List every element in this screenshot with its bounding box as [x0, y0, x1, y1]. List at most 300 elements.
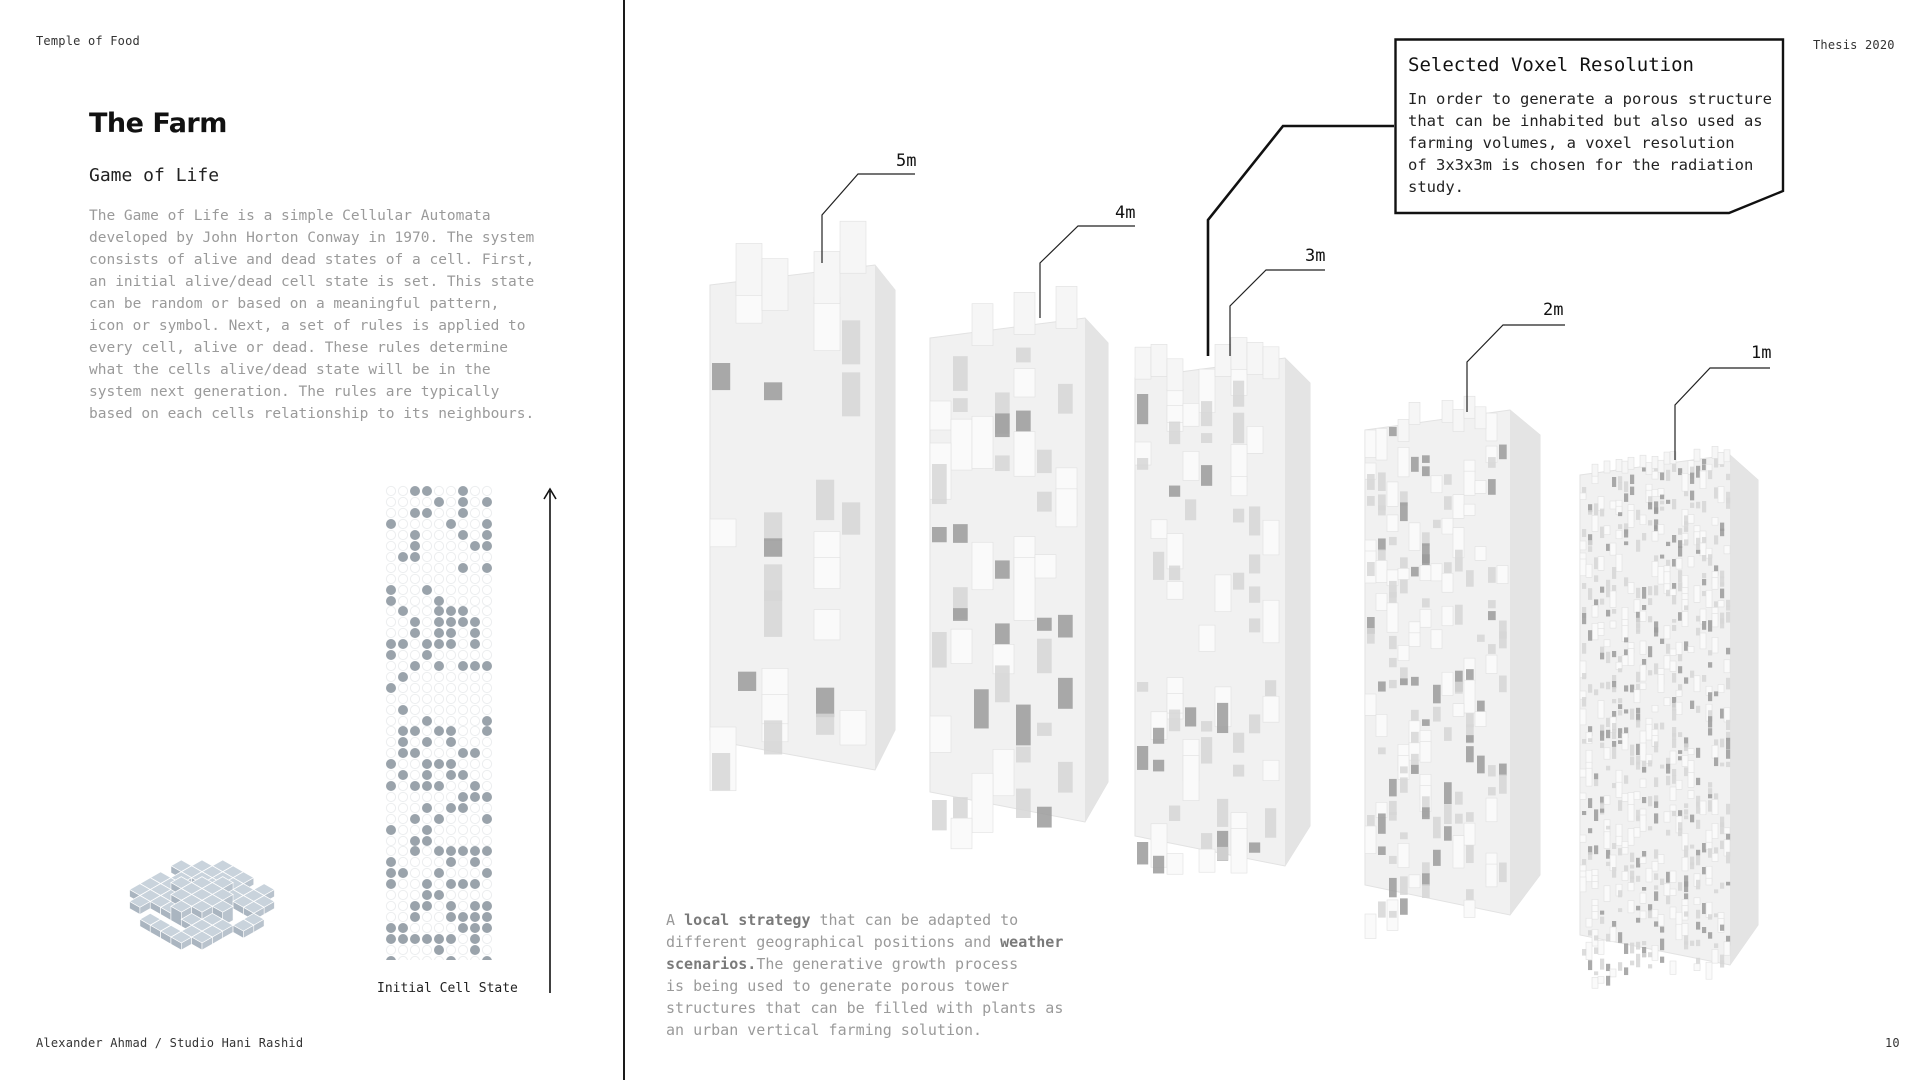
paragraph-line: developed by John Horton Conway in 1970. The system [89, 230, 535, 246]
cell [386, 552, 395, 561]
cell [398, 606, 408, 616]
cell [482, 552, 491, 561]
cell [446, 639, 456, 649]
cell [422, 683, 431, 692]
cell [434, 519, 443, 528]
cell-state-grids [385, 485, 505, 960]
cell [422, 596, 431, 605]
cell [410, 846, 420, 856]
cell [470, 563, 479, 572]
cell [482, 574, 491, 583]
cell [482, 945, 491, 954]
cell [482, 879, 491, 888]
cell [386, 650, 396, 660]
strategy-line: is being used to generate porous tower [666, 977, 1010, 995]
cell [470, 934, 480, 944]
cell [458, 486, 468, 496]
cell [482, 530, 492, 540]
cell [434, 716, 443, 725]
cell [458, 956, 467, 960]
cell [470, 596, 479, 605]
cell [482, 672, 491, 681]
resolution-label-4m: 4m [1115, 203, 1136, 223]
resolution-label-5m: 5m [896, 151, 917, 171]
paragraph-line: every cell, alive or dead. These rules determine [89, 340, 509, 356]
cell [398, 596, 407, 605]
cell [446, 617, 456, 627]
callout-body [1408, 88, 1778, 198]
cell [470, 672, 479, 681]
cell [482, 683, 491, 692]
cell [482, 825, 491, 834]
cell [458, 683, 467, 692]
cell [482, 912, 492, 922]
page-number: 10 [1885, 1036, 1900, 1050]
cell [410, 661, 420, 671]
cell [458, 508, 468, 518]
cell [482, 759, 491, 768]
cell [422, 617, 431, 626]
cell [434, 737, 443, 746]
cell [386, 705, 395, 714]
cell [470, 726, 479, 735]
cell [446, 552, 455, 561]
cell [434, 781, 444, 791]
cell [410, 508, 420, 518]
cell-grid-4 [386, 846, 492, 960]
strategy-line: different geographical positions and weather [666, 933, 1064, 951]
selected-resolution-callout [1394, 38, 1784, 214]
callout-line: of 3x3x3m is chosen for the radiation [1408, 156, 1754, 174]
cell [482, 585, 491, 594]
cell [446, 748, 455, 757]
cell [470, 508, 479, 517]
cell [482, 846, 492, 856]
tower-3m [1135, 338, 1310, 875]
cell [434, 541, 443, 550]
cell [482, 541, 492, 551]
cell [470, 606, 479, 615]
callout-leader-line [1208, 126, 1394, 356]
cell [398, 650, 407, 659]
cell [458, 705, 467, 714]
cell [410, 945, 419, 954]
cell [446, 519, 456, 529]
cell [434, 574, 443, 583]
cell [458, 825, 467, 834]
cell [446, 486, 455, 495]
cell [422, 857, 431, 866]
cell [386, 508, 395, 517]
cell [458, 497, 468, 507]
cell [434, 530, 443, 539]
cell [446, 705, 455, 714]
cell [446, 825, 455, 834]
cell [410, 956, 419, 960]
cell [410, 803, 419, 812]
cell [410, 890, 419, 899]
cell [458, 661, 468, 671]
cell [470, 901, 480, 911]
cell [446, 901, 456, 911]
callout-line: study. [1408, 178, 1464, 196]
cell [434, 890, 444, 900]
cell [446, 912, 456, 922]
cell [398, 639, 408, 649]
cell [470, 737, 479, 746]
cell [434, 836, 443, 845]
cell [434, 606, 444, 616]
cell [386, 497, 395, 506]
cell [422, 748, 431, 757]
cell [398, 486, 407, 495]
cell [410, 628, 420, 638]
cell [422, 563, 431, 572]
cell [422, 672, 431, 681]
cell [386, 814, 395, 823]
cell [386, 639, 396, 649]
cell [470, 694, 479, 703]
paragraph-line: consists of alive and dead states of a cell. First, [89, 252, 535, 268]
cell [446, 934, 456, 944]
cell [398, 759, 407, 768]
cell [398, 836, 407, 845]
cell [422, 628, 431, 637]
cell [434, 868, 444, 878]
paragraph-line: an initial alive/dead cell state is set. This state [89, 274, 535, 290]
cell [422, 716, 432, 726]
cell [386, 934, 396, 944]
voxel-cluster-illustration [95, 835, 310, 960]
cell [446, 672, 455, 681]
cell [398, 628, 407, 637]
cell [386, 781, 396, 791]
thesis-label: Thesis 2020 [1813, 38, 1895, 52]
cell [482, 770, 491, 779]
cell [458, 563, 468, 573]
cell [482, 497, 492, 507]
cell [386, 923, 396, 933]
cell [410, 519, 419, 528]
cell [410, 825, 419, 834]
cell [422, 770, 432, 780]
strategy-line: structures that can be filled with plants as [666, 999, 1064, 1017]
cell [386, 585, 396, 595]
cell [446, 606, 456, 616]
cell [482, 661, 492, 671]
cell [410, 901, 420, 911]
cell [446, 508, 455, 517]
cell [446, 814, 455, 823]
cell [434, 585, 443, 594]
paragraph-line: system next generation. The rules are typically [89, 384, 500, 400]
cell [470, 705, 479, 714]
cell [446, 879, 456, 889]
cell [386, 596, 396, 606]
cell [482, 748, 491, 757]
cell [482, 486, 491, 495]
cell [470, 923, 480, 933]
cell [410, 683, 419, 692]
cell-grid-1 [386, 486, 492, 606]
cell [458, 672, 467, 681]
cell [482, 956, 492, 960]
cell [446, 694, 455, 703]
cell [482, 563, 492, 573]
cell [422, 803, 432, 813]
cell [458, 945, 467, 954]
cell [410, 650, 419, 659]
cell [410, 694, 419, 703]
cell [446, 803, 456, 813]
intro-paragraph [89, 205, 589, 425]
cell [410, 705, 419, 714]
cell [458, 585, 467, 594]
cell [398, 814, 407, 823]
cell [470, 519, 479, 528]
cell [434, 912, 443, 921]
cell [458, 868, 467, 877]
cell [386, 857, 396, 867]
paragraph-line: can be random or based on a meaningful pattern, [89, 296, 500, 312]
cell [434, 879, 443, 888]
cell [398, 585, 407, 594]
cell [422, 912, 431, 921]
cell [410, 879, 419, 888]
cell [482, 803, 491, 812]
cell [458, 650, 467, 659]
cell [470, 846, 480, 856]
cell [398, 945, 407, 954]
cell [398, 705, 408, 715]
cell [458, 628, 467, 637]
cell [482, 705, 491, 714]
cell [458, 836, 467, 845]
cell [410, 770, 419, 779]
cell [398, 781, 407, 790]
cell [482, 639, 491, 648]
cell [398, 956, 407, 960]
cell [422, 814, 431, 823]
cell [386, 541, 395, 550]
cell [434, 770, 443, 779]
cell [434, 857, 443, 866]
cell [398, 857, 407, 866]
cell [434, 628, 444, 638]
cell [482, 617, 491, 626]
cell [422, 552, 431, 561]
cell [386, 868, 396, 878]
cell [386, 672, 395, 681]
cell [434, 683, 443, 692]
cell [386, 694, 395, 703]
cell [458, 846, 468, 856]
cell [410, 923, 419, 932]
cell [386, 825, 396, 835]
cell [422, 661, 431, 670]
cell [386, 574, 395, 583]
cell [470, 650, 479, 659]
cell [422, 781, 432, 791]
cell [458, 541, 467, 550]
cell [470, 541, 480, 551]
cell [398, 552, 408, 562]
cell [446, 661, 455, 670]
cell [470, 585, 479, 594]
cell [446, 846, 456, 856]
cell [386, 770, 395, 779]
cell [386, 846, 395, 855]
cell [482, 628, 491, 637]
cell-grid-3 [386, 726, 492, 846]
cell [410, 497, 419, 506]
cell [410, 585, 419, 594]
paragraph-line: based on each cells relationship to its neighbours. [89, 406, 535, 422]
cell [458, 759, 467, 768]
cell [398, 825, 407, 834]
cell [470, 770, 479, 779]
cell [398, 617, 407, 626]
cell [422, 923, 431, 932]
cell [458, 574, 467, 583]
cell [446, 890, 455, 899]
cell [434, 748, 443, 757]
cell [422, 879, 432, 889]
strategy-line: an urban vertical farming solution. [666, 1021, 983, 1039]
cell [386, 748, 395, 757]
cell [410, 934, 420, 944]
cell [422, 585, 432, 595]
cell [398, 737, 408, 747]
cell [410, 781, 420, 791]
cell [470, 639, 480, 649]
cell [482, 519, 492, 529]
cell [398, 519, 407, 528]
cell [386, 486, 395, 495]
cell [410, 574, 419, 583]
cell [470, 868, 479, 877]
cell [458, 934, 467, 943]
author-credit: Alexander Ahmad / Studio Hani Rashid [36, 1036, 304, 1050]
cell [422, 945, 431, 954]
cell [410, 617, 420, 627]
leader-line-5m [822, 174, 915, 263]
cell [434, 901, 443, 910]
cell [422, 956, 431, 960]
cell [482, 606, 491, 615]
cell [446, 923, 455, 932]
tower-2m [1365, 396, 1540, 938]
cell [386, 879, 396, 889]
cell [434, 596, 444, 606]
cell [386, 530, 395, 539]
cell [386, 519, 396, 529]
cell [386, 716, 395, 725]
cell [386, 617, 395, 626]
cell [446, 683, 455, 692]
cell [458, 530, 468, 540]
resolution-label-3m: 3m [1305, 246, 1326, 266]
cell [386, 836, 395, 845]
cell [386, 890, 395, 899]
cell [470, 617, 480, 627]
cell [434, 486, 443, 495]
cell [446, 836, 455, 845]
cell [434, 814, 444, 824]
cell [470, 803, 479, 812]
cell [470, 890, 479, 899]
cell [458, 923, 468, 933]
cell [434, 846, 444, 856]
cell [398, 563, 407, 572]
cell [422, 606, 431, 615]
cell [410, 868, 419, 877]
cell [422, 486, 432, 496]
cell [458, 617, 468, 627]
cell [446, 596, 455, 605]
cell [470, 628, 480, 638]
cell [482, 596, 491, 605]
cell [386, 563, 395, 572]
cell [470, 759, 479, 768]
cell [398, 716, 407, 725]
cell [398, 508, 407, 517]
cell [470, 683, 479, 692]
cell [434, 825, 443, 834]
cell [434, 726, 444, 736]
cell [422, 650, 432, 660]
cell [458, 519, 467, 528]
cell [398, 912, 407, 921]
cell [422, 825, 432, 835]
cell [386, 759, 396, 769]
cell [446, 574, 455, 583]
cell [422, 541, 431, 550]
cell [434, 792, 443, 801]
cell [446, 716, 455, 725]
cell [398, 726, 408, 736]
cell [434, 617, 444, 627]
cell [386, 726, 395, 735]
cell [458, 552, 467, 561]
cell [434, 945, 444, 955]
cell [434, 661, 444, 671]
cell [458, 726, 467, 735]
cell [410, 530, 420, 540]
cell [410, 486, 420, 496]
cell [446, 530, 455, 539]
cell [470, 792, 480, 802]
resolution-label-1m: 1m [1751, 343, 1772, 363]
cell [398, 923, 408, 933]
project-name: Temple of Food [36, 34, 140, 48]
cell [434, 497, 444, 507]
cell [470, 956, 479, 960]
cell [386, 803, 395, 812]
cell [458, 857, 467, 866]
cell [482, 792, 492, 802]
cell [458, 770, 468, 780]
cell [446, 650, 455, 659]
cell [470, 552, 479, 561]
cell [434, 956, 443, 960]
cell [422, 705, 431, 714]
cell [470, 814, 479, 823]
cell [410, 737, 419, 746]
cell [410, 726, 420, 736]
cell [386, 628, 395, 637]
cell [470, 912, 480, 922]
